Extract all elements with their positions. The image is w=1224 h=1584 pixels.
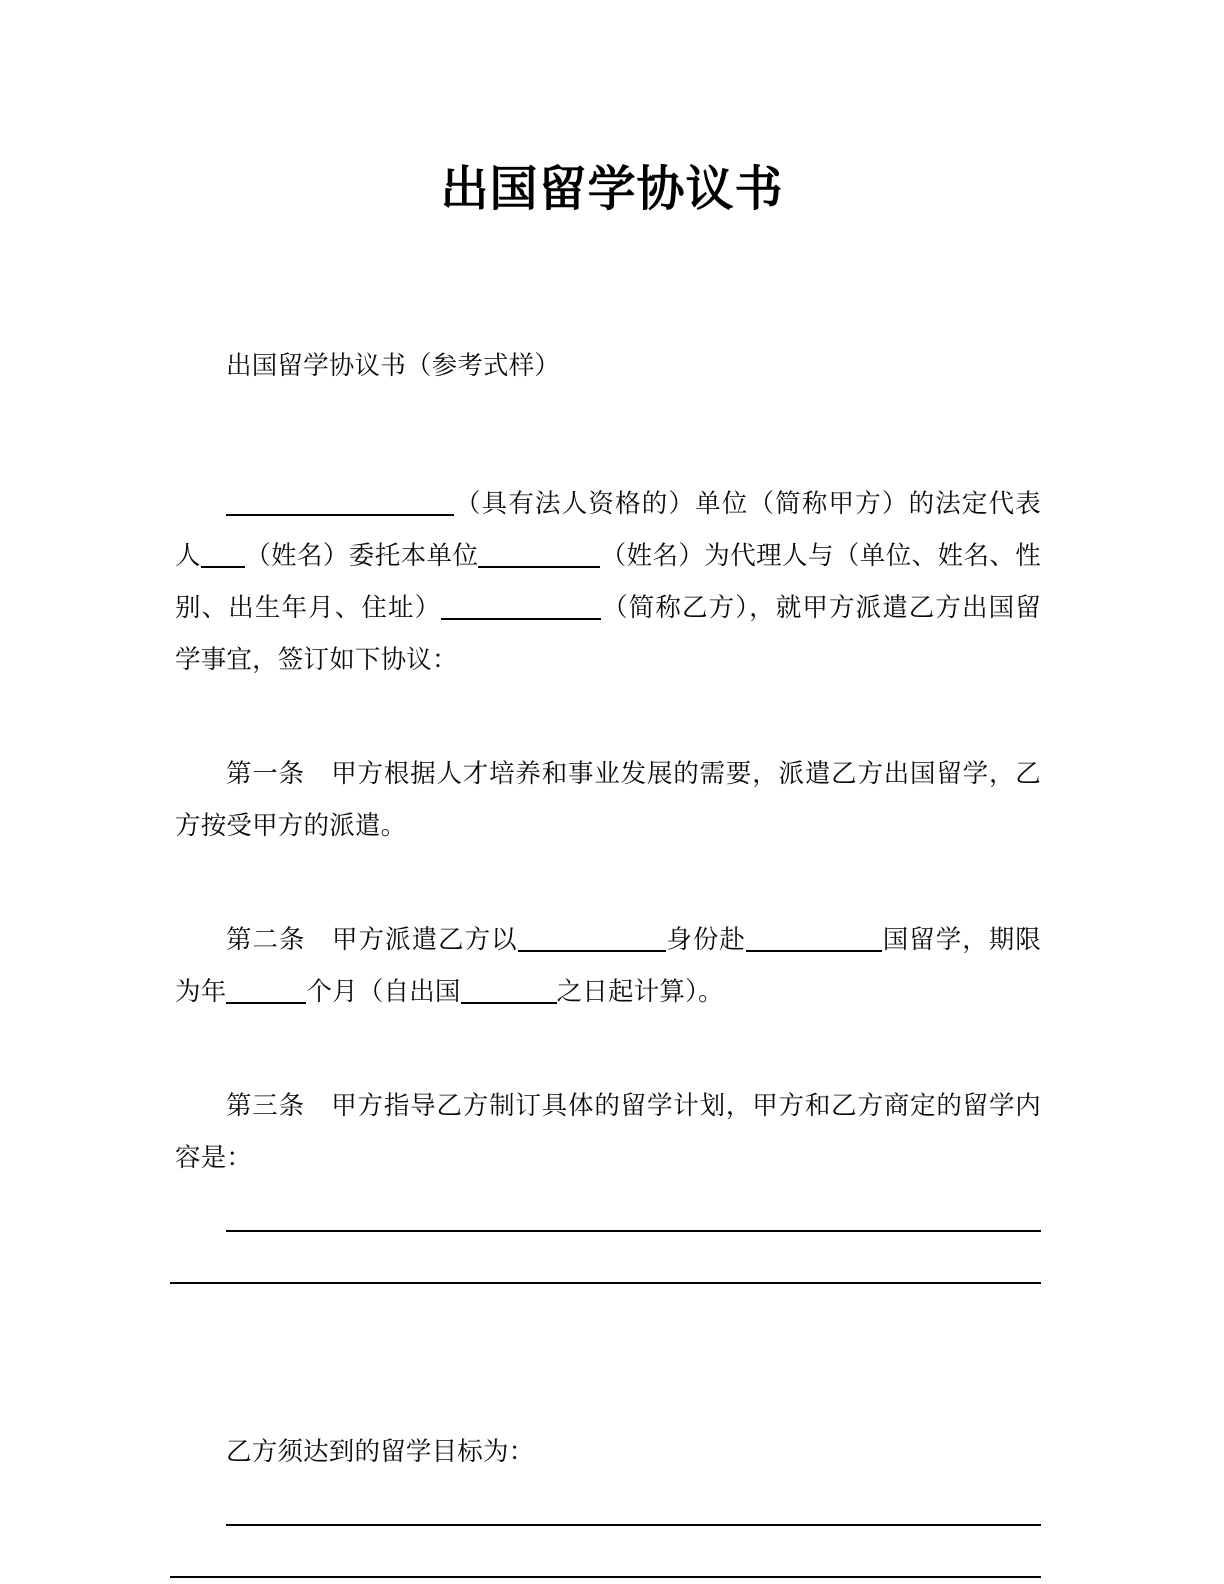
- blank-legal-rep-name[interactable]: [201, 544, 245, 568]
- blank-unit-name[interactable]: [226, 492, 454, 516]
- article-1-label: 第一条: [226, 759, 305, 788]
- article-2-segment-2: 身份赴: [665, 925, 746, 954]
- spacer: [175, 1478, 1041, 1524]
- article-3: [175, 1080, 1041, 1184]
- article-2-segment-3: 国留学，期限为年: [175, 925, 1042, 1006]
- spacer: [175, 1526, 1041, 1576]
- article-2-segment-5: 之日起计算）。: [556, 977, 724, 1006]
- article-2-segment-4: 个月（自出国: [306, 977, 461, 1006]
- spacer: [175, 1184, 1041, 1230]
- preamble-segment-3: （姓名）为代理人与（单位、姓名、性别、出生年月、住址）: [175, 541, 1041, 622]
- article-3-label: 第三条: [226, 1091, 305, 1120]
- spacer: [175, 392, 1041, 478]
- blank-agent-name[interactable]: [478, 544, 600, 568]
- spacer: [175, 1018, 1041, 1080]
- article-2-label: 第二条: [226, 925, 306, 954]
- spacer: [175, 686, 1041, 748]
- spacer: [175, 852, 1041, 914]
- spacer: [175, 1284, 1041, 1370]
- page-title: 出国留学协议书: [440, 163, 784, 217]
- spacer: [175, 1370, 1041, 1426]
- answer-rule-goal-line2[interactable]: [170, 1576, 1041, 1578]
- article-2-segment-1: 甲方派遣乙方以: [332, 925, 518, 954]
- document-subtitle: 出国留学协议书（参考式样）: [226, 351, 561, 380]
- blank-departure-basis[interactable]: [461, 980, 557, 1004]
- blank-months[interactable]: [226, 980, 306, 1004]
- preamble-segment-1: （具有法人资格的）单位（简称甲方）的法定代表人: [175, 489, 1041, 570]
- preamble-segment-2: （姓名）委托本单位: [244, 541, 479, 570]
- preamble-segment-4: （简称乙方），就甲方派遣乙方出国留学事宜，签订如下协议：: [175, 593, 1041, 674]
- document-body: [175, 340, 1041, 1578]
- spacer: [175, 1232, 1041, 1282]
- goal-paragraph: 乙方须达到的留学目标为：: [226, 1437, 535, 1466]
- preamble-paragraph: [175, 478, 1041, 686]
- blank-party-b-info[interactable]: [441, 596, 601, 620]
- blank-country[interactable]: [746, 928, 882, 952]
- article-1: [175, 748, 1041, 852]
- article-1-text: 甲方根据人才培养和事业发展的需要，派遣乙方出国留学，乙方按受甲方的派遣。: [175, 759, 1041, 840]
- article-2: [175, 914, 1041, 1018]
- article-3-text: 甲方指导乙方制订具体的留学计划，甲方和乙方商定的留学内容是：: [175, 1091, 1041, 1172]
- blank-identity[interactable]: [518, 928, 666, 952]
